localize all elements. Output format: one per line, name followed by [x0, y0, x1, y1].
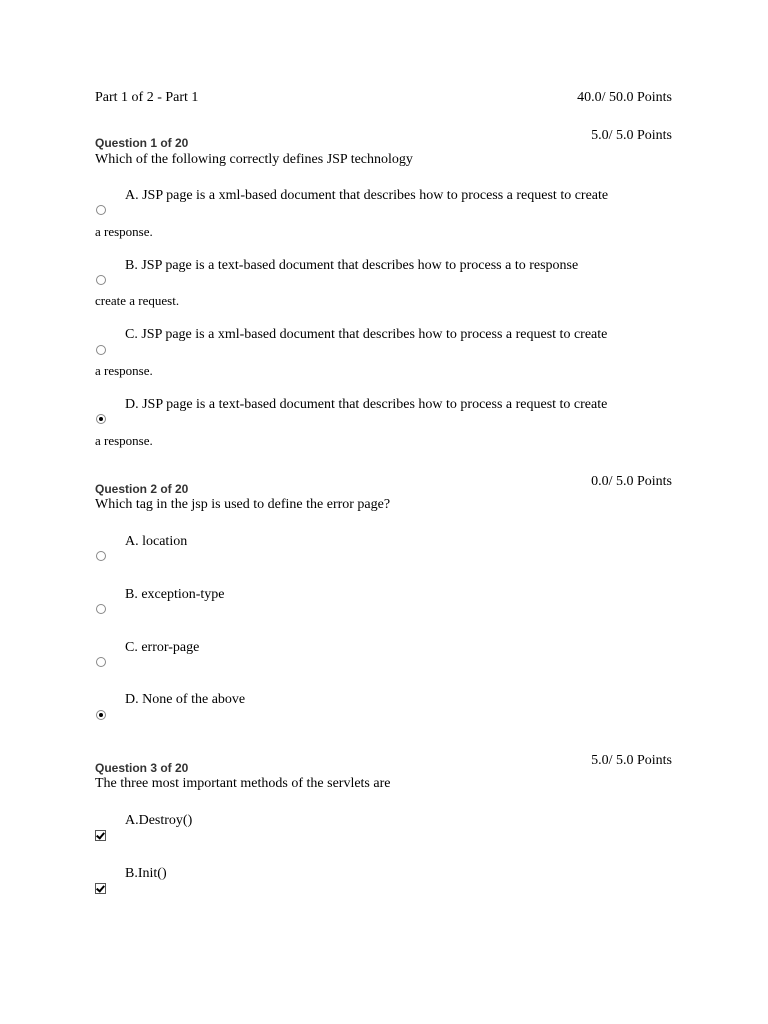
option-c-radio[interactable]: [96, 345, 106, 355]
question-1-points: 5.0/ 5.0 Points: [591, 128, 672, 143]
option-a-radio[interactable]: [96, 205, 106, 215]
option-d-text-cont: a response.: [95, 433, 153, 448]
option-c-text-cont: a response.: [95, 363, 153, 378]
question-2-label: Question 2 of 20: [95, 482, 189, 496]
option-b-radio[interactable]: [96, 275, 106, 285]
option-b-text-cont: create a request.: [95, 293, 180, 308]
total-points: 40.0/ 50.0 Points: [577, 90, 672, 105]
option-d-text: D. None of the above: [125, 692, 246, 707]
option-b-text: B. exception-type: [125, 587, 225, 602]
option-a-checkbox[interactable]: [95, 830, 106, 841]
option-b-checkbox[interactable]: [95, 883, 106, 894]
question-1-label: Question 1 of 20: [95, 136, 189, 150]
option-c-radio[interactable]: [96, 657, 106, 667]
question-2-text: Which tag in the jsp is used to define the error page?: [95, 497, 391, 512]
option-a-text-cont: a response.: [95, 224, 153, 239]
option-c-text: C. JSP page is a xml-based document that describes how to process a request to create: [125, 327, 608, 342]
option-d-text: D. JSP page is a text-based document that describes how to process a request to create: [125, 397, 608, 412]
option-a-text: A.Destroy(): [125, 813, 193, 828]
question-2-points: 0.0/ 5.0 Points: [591, 474, 672, 489]
part-title: Part 1 of 2 - Part 1: [95, 90, 199, 105]
option-b-radio[interactable]: [96, 604, 106, 614]
question-1-text: Which of the following correctly defines JSP technology: [95, 152, 413, 167]
option-d-radio[interactable]: [96, 414, 106, 424]
option-a-text: A. location: [125, 534, 188, 549]
option-b-text: B.Init(): [125, 866, 167, 881]
option-d-radio[interactable]: [96, 710, 106, 720]
question-3-label: Question 3 of 20: [95, 761, 189, 775]
option-a-text: A. JSP page is a xml-based document that describes how to process a request to create: [125, 188, 609, 203]
option-a-radio[interactable]: [96, 551, 106, 561]
question-3-points: 5.0/ 5.0 Points: [591, 753, 672, 768]
question-3-text: The three most important methods of the servlets are: [95, 776, 391, 791]
option-b-text: B. JSP page is a text-based document that describes how to process a to response: [125, 258, 579, 273]
option-c-text: C. error-page: [125, 640, 200, 655]
